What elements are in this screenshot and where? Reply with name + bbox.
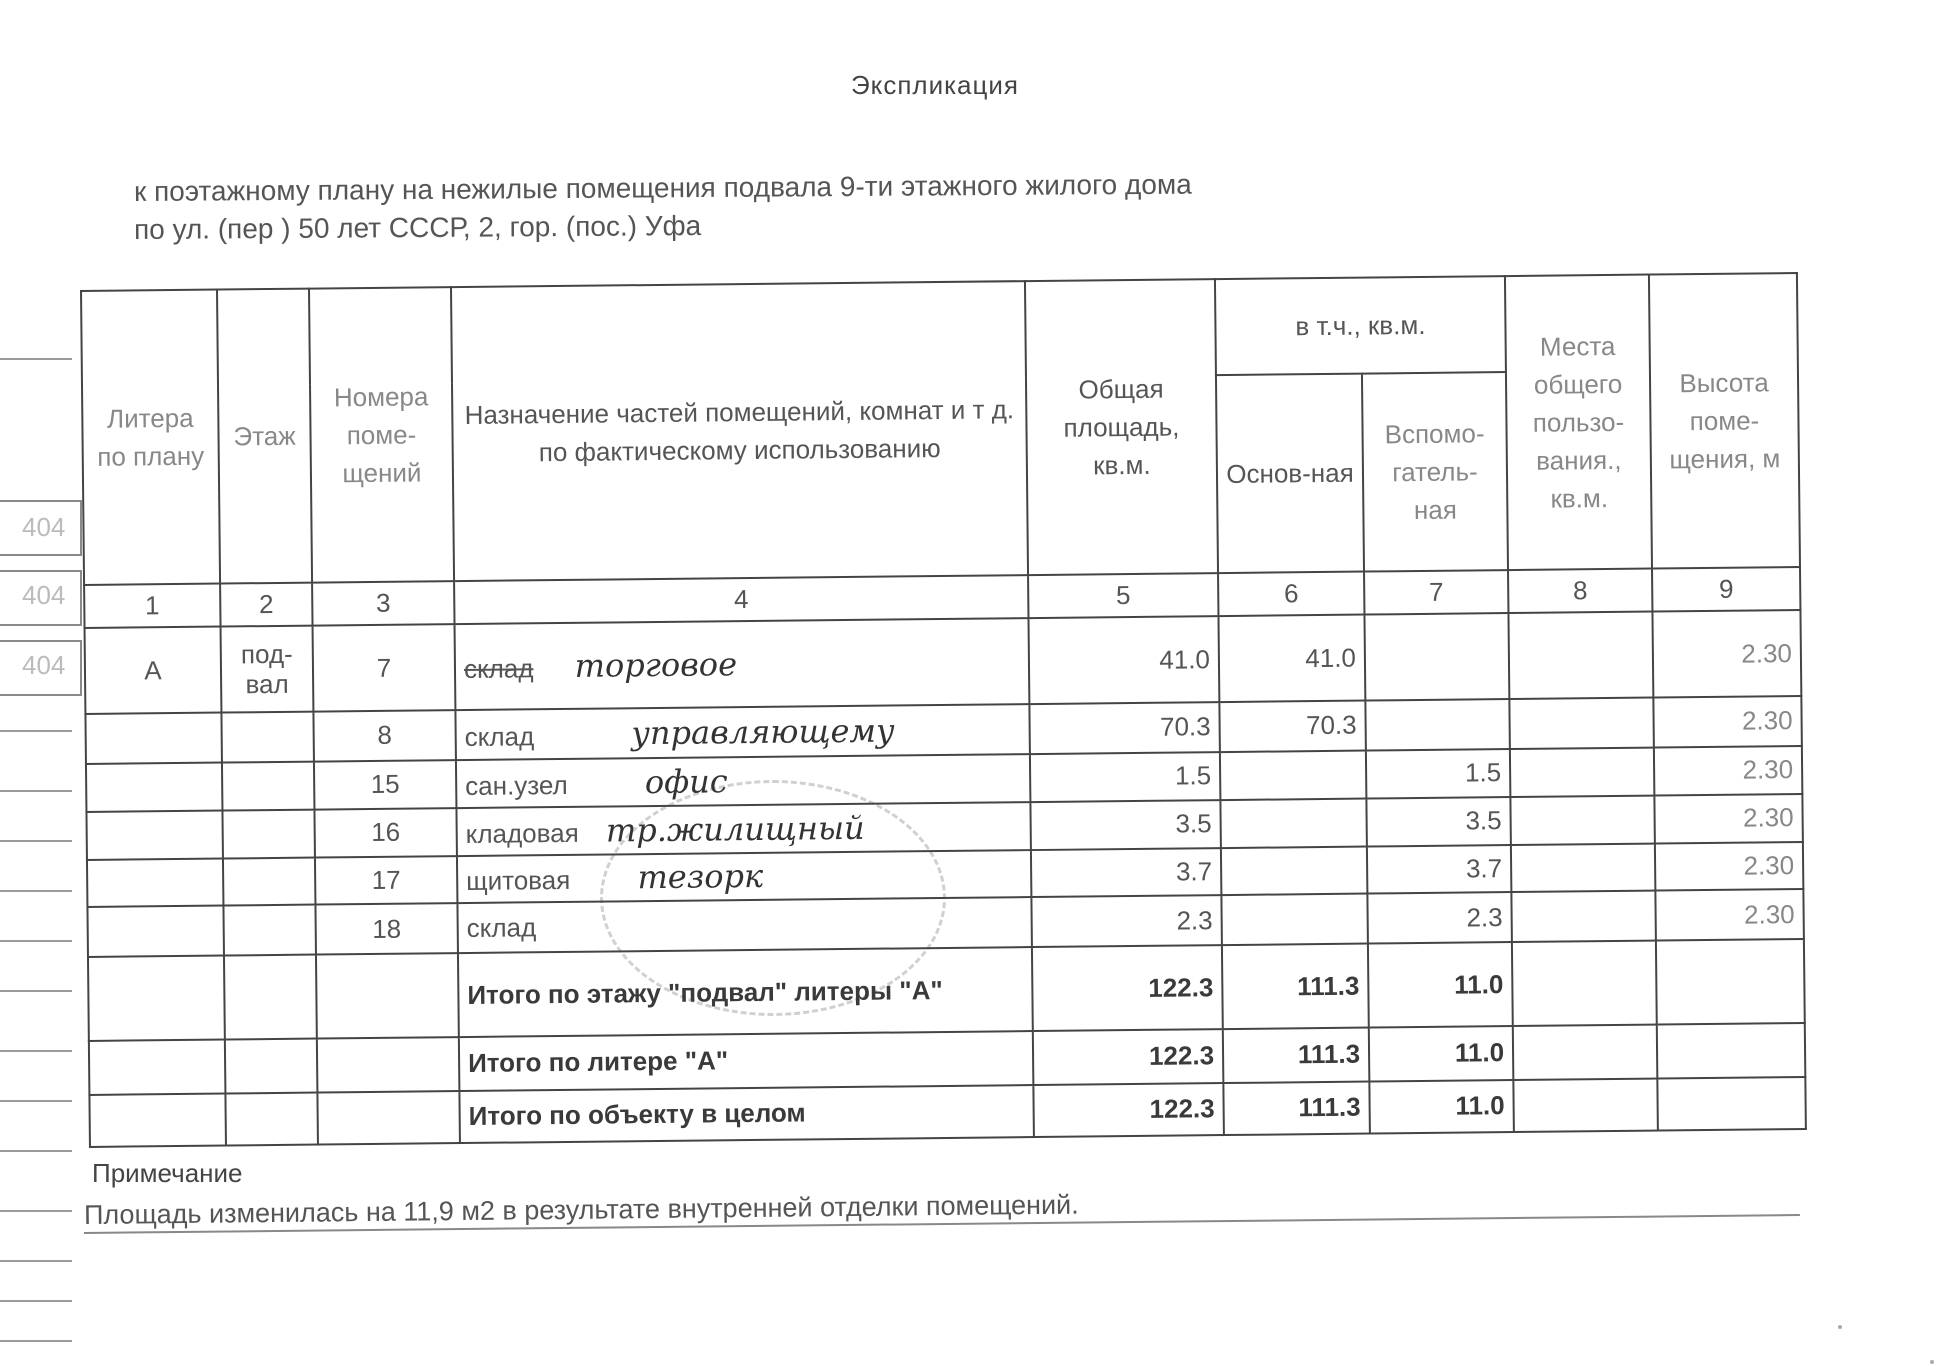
col-num: 1 — [84, 583, 220, 628]
cell-litera — [86, 762, 222, 811]
cell-aux: 1.5 — [1366, 749, 1511, 798]
cell-num: 8 — [313, 710, 456, 761]
total-aux: 11.0 — [1368, 942, 1513, 1027]
scan-speck — [1838, 1325, 1842, 1329]
total-value: 122.3 — [1033, 1083, 1224, 1137]
empty-cell — [225, 1092, 318, 1145]
cell-height: 2.30 — [1655, 889, 1804, 941]
cell-common — [1510, 747, 1654, 796]
margin-number: 404 — [22, 580, 66, 610]
cell-name-text: щитовая — [466, 865, 571, 897]
cell-name — [457, 850, 1031, 904]
handwritten-note: торговое — [574, 645, 738, 685]
empty-cell — [317, 1091, 460, 1145]
cell-common — [1511, 891, 1656, 942]
cell-name — [455, 704, 1029, 760]
cell-litera: А — [85, 627, 222, 714]
empty-cell — [88, 956, 225, 1041]
margin-line — [0, 990, 72, 992]
col-num: 4 — [454, 575, 1028, 625]
cell-litera — [85, 712, 222, 763]
margin-line — [0, 1150, 72, 1152]
margin-line — [0, 358, 72, 360]
margin-line — [0, 1210, 72, 1212]
col-num: 7 — [1364, 570, 1508, 615]
total-main: 111.3 — [1223, 1027, 1370, 1083]
margin-line — [0, 1050, 72, 1052]
handwritten-note: тезорк — [637, 857, 764, 897]
col-num: 9 — [1652, 567, 1800, 612]
col-num: 5 — [1028, 573, 1218, 619]
empty-cell — [1656, 939, 1805, 1024]
empty-cell — [224, 955, 317, 1039]
scan-speck — [1930, 1360, 1934, 1364]
cell-num: 15 — [314, 760, 456, 809]
document-title: Экспликация — [850, 70, 1020, 100]
handwritten-note: офис — [644, 761, 728, 801]
margin-number: 404 — [22, 512, 66, 542]
header-obshaya: Общая площадь, кв.м. — [1025, 279, 1218, 575]
cell-height: 2.30 — [1655, 842, 1803, 891]
cell-num: 16 — [314, 808, 456, 857]
cell-height: 2.30 — [1653, 696, 1802, 748]
cell-name-text: склад — [464, 721, 535, 752]
total-label: Итого по объекту в целом — [459, 1085, 1034, 1143]
cell-name-text: склад — [463, 653, 534, 685]
total-aux: 11.0 — [1369, 1080, 1514, 1134]
empty-cell — [1657, 1077, 1806, 1131]
cell-litera — [87, 858, 223, 907]
margin-line — [0, 840, 72, 842]
margin-line — [0, 940, 72, 942]
cell-name-text: сан.узел — [465, 769, 568, 801]
empty-cell — [89, 1039, 226, 1095]
cell-common — [1509, 697, 1654, 748]
cell-height: 2.30 — [1654, 746, 1802, 795]
empty-cell — [1513, 1078, 1658, 1132]
cell-aux — [1365, 699, 1510, 750]
header-nomera: Номера поме-щений — [309, 287, 454, 582]
cell-etazh: под-вал — [221, 626, 314, 712]
note-heading: Примечание — [92, 1158, 243, 1188]
handwritten-note: управляющему — [631, 711, 895, 752]
total-value: 122.3 — [1033, 1029, 1224, 1085]
cell-name-text: кладовая — [465, 817, 579, 849]
cell-common — [1511, 843, 1655, 892]
col-num: 3 — [312, 581, 454, 626]
cell-litera — [87, 906, 224, 957]
cell-num: 17 — [315, 856, 457, 905]
total-aux: 11.0 — [1369, 1026, 1514, 1082]
cell-name: склад — [457, 897, 1031, 953]
cell-main — [1221, 846, 1367, 895]
margin-line — [0, 1100, 72, 1102]
margin-line — [0, 1300, 72, 1302]
cell-common — [1508, 612, 1653, 699]
total-label: Итого по литере "А" — [459, 1031, 1034, 1091]
cell-etazh — [221, 711, 314, 762]
header-vtch: в т.ч., кв.м. — [1215, 276, 1506, 375]
empty-cell — [317, 1037, 460, 1093]
cell-etazh — [222, 761, 314, 810]
cell-aux: 3.7 — [1367, 845, 1512, 894]
cell-common — [1510, 795, 1654, 844]
cell-main — [1221, 894, 1368, 946]
cell-num: 7 — [313, 624, 456, 711]
cell-aux — [1364, 613, 1509, 700]
cell-main — [1220, 750, 1366, 799]
handwritten-note: тр.жилищный — [605, 808, 865, 850]
col-num: 8 — [1508, 568, 1652, 613]
cell-etazh — [223, 905, 316, 956]
cell-total: 41.0 — [1028, 616, 1219, 703]
margin-line — [0, 1260, 72, 1262]
margin-line — [0, 890, 72, 892]
cell-num: 18 — [315, 904, 458, 955]
header-vysota: Высота поме-щения, м — [1649, 273, 1800, 568]
empty-cell — [1512, 941, 1657, 1026]
cell-etazh — [223, 857, 315, 906]
cell-height: 2.30 — [1654, 794, 1802, 843]
header-vspomog: Вспомо-гатель-ная — [1362, 372, 1508, 571]
cell-etazh — [222, 809, 314, 858]
cell-aux: 3.5 — [1366, 797, 1511, 846]
note-text: Площадь изменилась на 11,9 м2 в результате внутренней отделки помещений. — [83, 1189, 1079, 1230]
header-litera: Литера по плану — [81, 290, 220, 585]
cell-main: 70.3 — [1219, 700, 1366, 752]
cell-total: 3.7 — [1031, 848, 1221, 898]
explication-table — [80, 272, 1805, 1148]
empty-cell — [225, 1038, 318, 1093]
total-value: 122.3 — [1032, 945, 1223, 1030]
col-num: 6 — [1218, 571, 1364, 616]
empty-cell — [316, 953, 459, 1038]
cell-name — [455, 618, 1030, 709]
margin-number: 404 — [22, 650, 66, 680]
total-main: 111.3 — [1223, 1081, 1370, 1135]
header-osnovnaya: Основ-ная — [1216, 373, 1364, 572]
cell-height: 2.30 — [1652, 610, 1801, 697]
col-num: 2 — [220, 582, 312, 627]
cell-main — [1220, 798, 1366, 847]
cell-total: 3.5 — [1030, 800, 1220, 850]
header-mesta: Места общего пользо-вания., кв.м. — [1505, 275, 1652, 570]
margin-line — [0, 1340, 72, 1342]
total-label: Итого по этажу "подвал" литеры "А" — [458, 947, 1033, 1036]
subtitle-line-2: по ул. (пер ) 50 лет СССР, 2, гор. (пос.) Уфа — [133, 210, 702, 245]
cell-aux: 2.3 — [1367, 892, 1512, 943]
empty-cell — [89, 1093, 226, 1147]
total-main: 111.3 — [1222, 944, 1369, 1029]
cell-total: 1.5 — [1030, 752, 1220, 802]
header-naznachenie: Назначение частей помещений, комнат и т д. по фактическому использованию — [451, 281, 1028, 581]
cell-total: 2.3 — [1031, 896, 1222, 948]
cell-name — [456, 754, 1030, 808]
empty-cell — [1513, 1024, 1658, 1080]
header-row-1 — [81, 273, 1798, 387]
header-etazh: Этаж — [217, 289, 312, 584]
cell-name — [456, 802, 1030, 856]
cell-total: 70.3 — [1029, 702, 1220, 754]
margin-line — [0, 730, 72, 732]
cell-main: 41.0 — [1218, 615, 1365, 702]
empty-cell — [1657, 1023, 1806, 1079]
cell-litera — [86, 810, 222, 859]
subtitle-line-1: к поэтажному плану на нежилые помещения подвала 9-ти этажного жилого дома — [133, 168, 1192, 207]
margin-line — [0, 790, 72, 792]
